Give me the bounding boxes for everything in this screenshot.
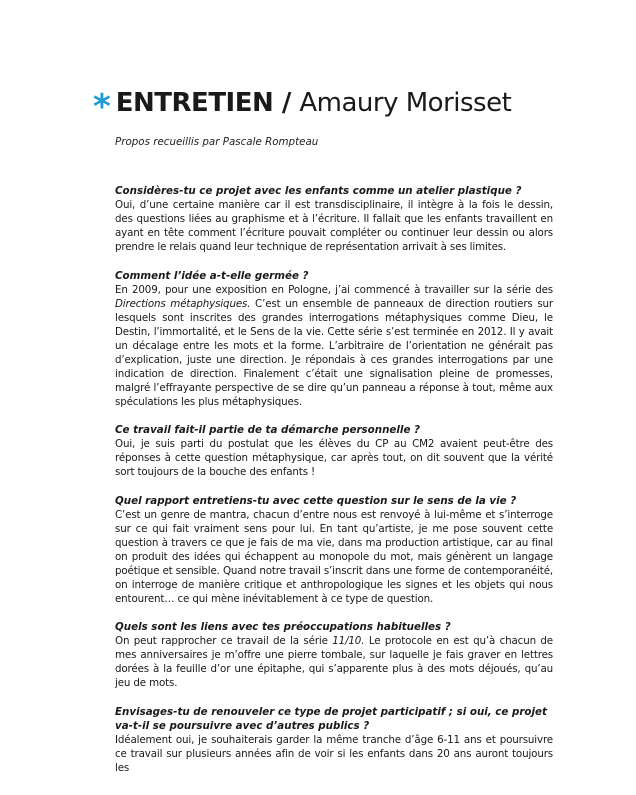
answer: Oui, d’une certaine manière car il est transdisciplinaire, il intègre à la fois le dessin, des questions liées au graphisme et à l’écriture. Il fallait que les enfants travaillent en ayant en tête comment l’écriture pouvait compléter ou continuer leur dessin ou alors prendre le relais quand leur technique de représentation arrivait à ses limites. bbox=[115, 199, 553, 253]
answer-text: En 2009, pour une exposition en Pologne, j’ai commencé à travailler sur la série des bbox=[115, 283, 553, 296]
question: Ce travail fait-il partie de ta démarche personnelle ? bbox=[115, 424, 420, 436]
qa-block bbox=[115, 269, 553, 409]
answer: Oui, je suis parti du postulat que les élèves du CP au CM2 avaient peut-être des réponses à cette question métaphysique, car après tout, on dit souvent que la vérité sort toujours de la bouche des enfants ! bbox=[115, 438, 553, 478]
interviewee-name: Amaury Morisset bbox=[299, 88, 512, 118]
question: Considères-tu ce projet avec les enfants comme un atelier plastique ? bbox=[115, 185, 522, 197]
qa-block bbox=[115, 423, 553, 479]
question: Envisages-tu de renouveler ce type de projet participatif ; si oui, ce projet va-t-il se poursuivre avec d’autres publics ? bbox=[115, 705, 547, 732]
qa-block bbox=[115, 494, 553, 606]
answer: Idéalement oui, je souhaiterais garder la même tranche d’âge 6-11 ans et poursuivre ce travail sur plusieurs années afin de voir si les enfants dans 20 ans auront toujours les bbox=[115, 733, 553, 774]
artwork-title: Directions métaphysiques. bbox=[115, 297, 251, 310]
interview-content bbox=[115, 184, 553, 775]
byline: Propos recueillis par Pascale Rompteau bbox=[115, 136, 319, 148]
question: Quel rapport entretiens-tu avec cette question sur le sens de la vie ? bbox=[115, 494, 517, 507]
answer bbox=[115, 283, 553, 409]
title-label: ENTRETIEN bbox=[115, 88, 274, 118]
answer-text: On peut rapprocher ce travail de la série bbox=[115, 635, 333, 647]
title-separator: / bbox=[281, 88, 291, 118]
question: Comment l’idée a-t-elle germée ? bbox=[115, 269, 309, 282]
answer-text: C’est un ensemble de panneaux de direction routiers sur lesquels sont inscrites des grandes interrogations métaphysiques comme Dieu, le Destin, l’immortalité, et le Sens de la vie. Cette série s’est terminée en 2012. Il y avait un décalage entre les mots et la forme. L’arbitraire de l’orientation ne générait pas d’explication, juste une direction. Je répondais à ces grandes interrogations par une indication de direction. Finalement c’était une signalisation pleine de promesses, malgré l’effrayante perspective de se dire qu’un panneau a réponse à tout, même aux spéculations les plus métaphysiques. bbox=[115, 297, 553, 408]
page-title bbox=[116, 88, 512, 118]
qa-block bbox=[115, 184, 553, 254]
header bbox=[93, 86, 553, 127]
asterisk-icon: * bbox=[93, 87, 111, 127]
artwork-title: 11/10. bbox=[332, 635, 365, 647]
qa-block bbox=[115, 620, 553, 690]
answer: C’est un genre de mantra, chacun d’entre nous est renvoyé à lui-même et s’interroge sur ce qui fait vraiment sens pour lui. En tant qu’artiste, je me pose souvent cette question à travers ce que je fais de ma vie, dans ma production artistique, car au final on produit des idées qui échappent au monopole du mot, mais génèrent un langage poétique et sensible. Quand notre travail s’inscrit dans une forme de contemporanéité, on interroge de manière critique et anthropologique les signes et les objets qui nous entourent… ce qui mène inévitablement à ce type de question. bbox=[115, 508, 553, 605]
answer bbox=[115, 634, 553, 690]
question: Quels sont les liens avec tes préoccupations habituelles ? bbox=[115, 621, 451, 633]
qa-block bbox=[115, 705, 553, 775]
answer-text: Le protocole en est qu’à chacun de mes anniversaires je m’offre une pierre tombale, sur laquelle je fais graver en lettres dorées à la feuille d’or une épitaphe, qui s’apparente plus à des mots déjoués, qu’au jeu de mots. bbox=[115, 635, 553, 689]
interview-page bbox=[93, 86, 553, 789]
